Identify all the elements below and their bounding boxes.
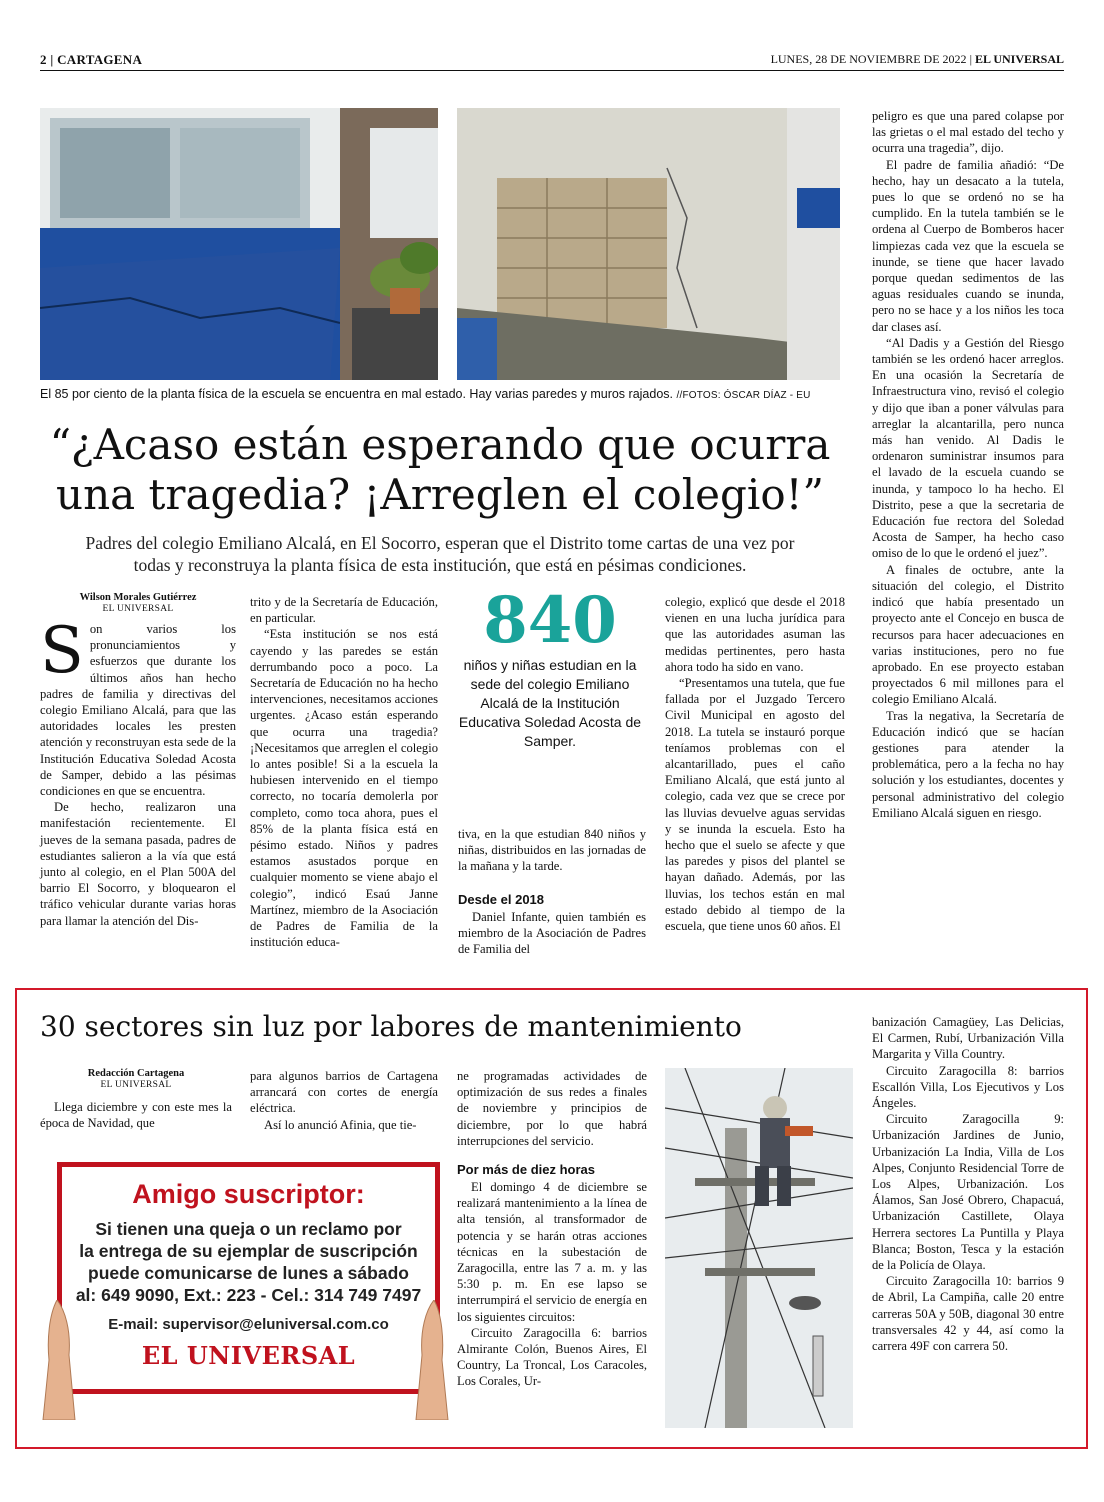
article1-paragraph: trito y de la Secretaría de Educación, en particular. [250,595,438,626]
article1-quote-paragraph: “Presentamos una tutela, que fue fallada por el Juzgado Tercero Civil Municipal en agosto del 2018. La tutela se instauró porque teníamos problemas con el alcantarillado, pues el caño Emiliano Alcalá, que está junto al colegio, cada vez que se crece por las lluvias devuelve aguas servidas y se inunda la escuela. Esto ha hecho que el suelo se afecte y que las paredes y pisos del plantel se hayan dañado. Además, por las lluvias, los techos están en mal estado debido al tiempo de la escuela, que tiene unos 60 años. El [665,676,845,934]
paper-name: EL UNIVERSAL [974,52,1064,66]
article1-paragraph: Tras la negativa, la Secretaría de Educación indicó que se hacían gestiones para atender la problemática, pero a la fecha no hay solución y los estudiantes, docentes y personal administrativo del colegio Emiliano Alcalá siguen en riesgo. [872,708,1064,820]
headline-line-2: una tragedia? ¡Arreglen el colegio!” [56,470,824,519]
headline-line-1: “¿Acaso están esperando que ocurra [49,420,831,469]
section-name: CARTAGENA [57,52,143,67]
right-hand-icon [406,1300,456,1420]
deck-line-2: todas y reconstruya la planta física de esta institución, que está en pésimas condiciones. [133,555,747,575]
stat-number: 840 [483,583,617,658]
article1-column-3 [458,826,646,957]
article2-column-1 [40,1068,232,1131]
ad-email[interactable]: E-mail: supervisor@eluniversal.com.co [108,1316,389,1333]
photo-cracked-wall [457,108,840,380]
article2-paragraph: El domingo 4 de diciembre se realizará mantenimiento a la línea de alta tensión, al transformador de potencia y se harán otras acciones técnicas en la subestación de Zaragocilla, entre las 7 a. m. y las 5:30 p. m. En ese lapso se interrumpirá el servicio de energía en los siguientes circuitos: [457,1180,647,1324]
lineman-illustration [665,1068,853,1428]
article1-paragraph: Daniel Infante, quien también es miembro de la Asociación de Padres de Familia del [458,909,646,957]
dropcap: S [40,614,84,688]
folio-separator-right: | [969,52,975,66]
ad-line-2: la entrega de su ejemplar de suscripción [79,1241,418,1261]
article1-paragraph: peligro es que una pared colapse por las grietas o el mal estado del techo y ocurra una tragedia”, dijo. [872,109,1064,156]
ad-title: Amigo suscriptor: [132,1179,365,1209]
article2-column-3 [457,1068,647,1390]
article2-paragraph: Circuito Zaragocilla 9: Urbanización Jardines de Junio, Urbanización La India, Villa de Los Alpes, Conjunto Residencial Torre de Los Alpes, Urbanización. Los Álamos, San José Obrero, Chapacuá, Urbanización Castillete, Olaya Herrera sectores La Puntilla y Playa Blanca; Boston, Tesca y la estación de la Policía de Olaya. [872,1112,1064,1273]
article1-paragraph: “Al Dadis y a Gestión del Riesgo también se les ordenó hacer arreglos. En una ocasión la Secretaría de Infraestructura vino, revisó el colegio y dijo que iban a poner válvulas para arreglar la alcantarilla, pero nunca más han venido. Al Dadis le ordenaron suministrar insumos para el lavado de la escuela cuando se inunda, y tampoco lo ha hecho. El Distrito, pese a que la secretaria de Educación fue rectora del Soledad Acosta de Samper, ha hecho caso omiso de lo que le ordenó el juez”. [872,335,1064,561]
page-folio [40,52,142,68]
article1-column-2 [250,594,438,950]
article1-paragraph: colegio, explicó que desde el 2018 vienen en una lucha jurídica para que las autoridades asuman las medidas pertinentes, pero hasta ahora todo ha sido en vano. [665,595,845,674]
photo-lineman [665,1068,853,1428]
article2-paragraph: Así lo anunció Afinia, que tie- [264,1117,417,1132]
article1-column-1 [40,592,236,929]
article-deck [40,532,840,576]
stat-description: niños y niñas estudian en la sede del colegio Emiliano Alcalá de la Institución Educativa Soledad Acosta de Samper. [458,657,642,749]
article2-paragraph: para algunos barrios de Cartagena arrancará con cortes de energía eléctrica. [250,1069,438,1116]
article2-paragraph: Circuito Zaragocilla 8: barrios Escallón Villa, Los Ejecutivos y Los Ángeles. [872,1063,1064,1111]
article2-paragraph: ne programadas actividades de optimización de sus redes a finales de noviembre y principios de diciembre, por lo que habrá interrupciones del servicio. [457,1069,647,1148]
subscriber-ad [57,1162,440,1394]
top-rule [40,70,1064,71]
article1-column-4 [665,594,845,934]
article1-paragraph: A finales de octubre, ante la situación del colegio, el Distrito indicó que había presentado un proyecto ante el Concejo en busca de recursos para hacer adecuaciones en varias instituciones, pero no fue aprobado. En ese proyecto estaban proyectados 6 mil millones para el colegio Emiliano Alcalá. [872,562,1064,707]
article2-column-5 [872,1014,1064,1354]
left-hand-icon [35,1300,85,1420]
issue-date: LUNES, 28 DE NOVIEMBRE DE 2022 [770,52,967,66]
caption-text: El 85 por ciento de la planta física de la escuela se encuentra en mal estado. Hay varias paredes y muros rajados. [40,387,673,401]
byline-author: Wilson Morales Gutiérrez [79,592,197,603]
article1-column-5 [872,108,1064,821]
article1-paragraph: El padre de familia añadió: “De hecho, hay un desacato a la tutela, pues lo que se ordenó no se ha cumplido. En la tutela también se le ordena al Cuerpo de Bomberos hacer limpiezas cada vez que la escuela se inunde, se tiene que hacer lavado porque quedan sedimentos de las aguas residuales cuando se inunda, pero no se hace y a los niños les toca dar clases así. [872,157,1064,334]
photo-credit: //FOTOS: ÓSCAR DÍAZ - EU [676,390,811,401]
article2-paragraph: Llega diciembre y con este mes la época de Navidad, que [40,1100,232,1131]
main-headline [40,420,840,520]
page-number: 2 [40,52,47,67]
article1-paragraph: De hecho, realizaron una manifestación recientemente. El jueves de la semana pasada, padres de estudiantes salieron a la vía que está junto al colegio, en el Plan 500A del barrio El Socorro, y bloquearon el tráfico vehicular durante varias horas para llamar la atención del Dis- [40,800,236,928]
article1-paragraph: tiva, en la que estudian 840 niños y niñas, distribuidos en las jornadas de la mañana y la tarde. [458,827,646,874]
corridor-illustration [40,108,438,380]
subhead-diez-horas: Por más de diez horas [457,1162,595,1178]
byline-author: Redacción Cartagena [87,1068,185,1079]
lead-text: on varios los pronunciamientos y esfuerzos que durante los últimos años han hecho padres de familia y directivas del colegio Emiliano Alcalá, para que las autoridades locales les presten atención y reconstruyan esta sede de la Institución Educativa Soledad Acosta de Samper, debido a las pésimas condiciones en que se encuentra. [40,622,236,799]
byline-outlet: EL UNIVERSAL [102,604,174,614]
ad-brand-logo: EL UNIVERSAL [141,1341,356,1370]
article2-paragraph: Circuito Zaragocilla 10: barrios 9 de Abril, La Campiña, calle 20 entre carreras 50A y 50B, diagonal 30 entre transversales 42 y 44, así como la carrera 49F con carrera 50. [872,1274,1064,1354]
ad-line-3: puede comunicarse de lunes a sábado [88,1263,409,1283]
photo-caption [40,386,811,404]
stat-box [452,583,648,751]
article1-lead-paragraph [40,614,236,799]
article2-paragraph: Circuito Zaragocilla 6: barrios Almirante Colón, Buenos Aires, El Country, La Troncal, Los Caracoles, Los Corales, Ur- [457,1325,647,1389]
folio-date-block [771,52,1064,67]
cracked-wall-illustration [457,108,840,380]
deck-line-1: Padres del colegio Emiliano Alcalá, en El Socorro, esperan que el Distrito tome cartas de una vez por [85,533,795,553]
article2-column-2 [250,1068,438,1133]
article2-paragraph: banización Camagüey, Las Delicias, El Carmen, Rubí, Urbanización Villa Margarita y Villa Country. [872,1015,1064,1062]
photo-corridor [40,108,438,380]
article1-quote-paragraph: “Esta institución se nos está cayendo y las paredes se están derrumbando poco a poco. La Secretaría de Educación no ha hecho intervenciones, necesitamos acciones urgentes. ¿Acaso están esperando que ocurra una tragedia? ¡Necesitamos que arreglen el colegio lo antes posible! Si a la escuela la hubiesen intervenido en el tiempo correcto, no tocaría demolerla por completo, como toca ahora, pues el 85% de la planta física está en pésimo estado. Niños y padres estamos asustados porque en cualquier momento se viene abajo el colegio”, indicó Esaú Janne Martínez, miembro de la Asociación de Padres de Familia de la institución educa- [250,627,438,950]
byline-outlet: EL UNIVERSAL [100,1080,172,1090]
ad-phone-line: al: 649 9090, Ext.: 223 - Cel.: 314 749 7497 [75,1285,422,1305]
folio-separator: | [50,52,58,67]
article2-headline: 30 sectores sin luz por labores de mantenimiento [40,1010,742,1043]
ad-body [62,1218,435,1306]
ad-line-1: Si tienen una queja o un reclamo por [95,1219,402,1239]
subhead-desde-2018: Desde el 2018 [458,891,545,907]
